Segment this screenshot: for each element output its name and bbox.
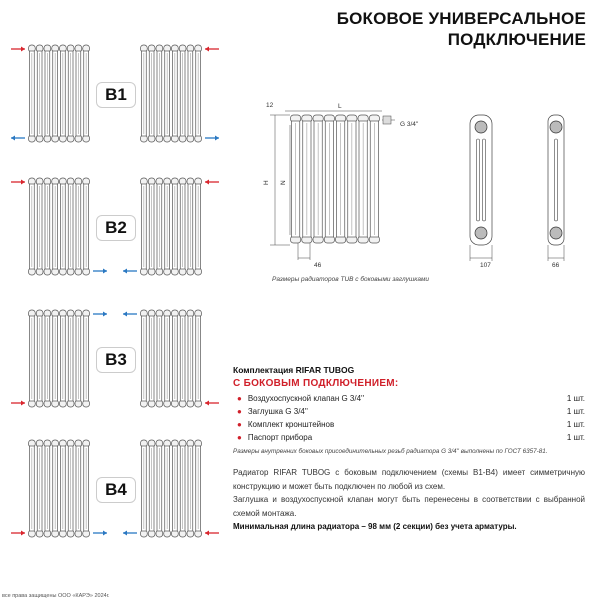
radiator-right xyxy=(141,45,202,142)
kit-section xyxy=(233,365,585,455)
kit-heading: Комплектация RIFAR TUBOG xyxy=(233,365,355,375)
supply-arrow-icon xyxy=(11,401,25,406)
dim-66: 66 xyxy=(552,262,560,269)
supply-arrow-icon xyxy=(205,531,219,536)
bullet-icon: ● xyxy=(237,433,242,442)
dim-thread: G 3/4'' xyxy=(400,121,419,128)
kit-item: ● Комплект кронштейнов 1 шт. xyxy=(237,420,585,429)
kit-item: ● Заглушка G 3/4'' 1 шт. xyxy=(237,407,585,416)
dimension-drawing xyxy=(250,95,590,275)
kit-note: Размеры внутренних боковых присоединительных резьб радиатора G 3/4'' выполнены по ГОСТ 6357-81. xyxy=(233,448,548,455)
kit-item: ● Воздухоспускной клапан G 3/4'' 1 шт. xyxy=(237,394,585,403)
radiator-front-view xyxy=(270,111,395,260)
radiator-right xyxy=(141,178,202,275)
kit-item: ● Паспорт прибора 1 шт. xyxy=(237,433,585,442)
return-arrow-icon xyxy=(123,531,137,536)
radiator-side-view xyxy=(470,115,492,261)
page-title: БОКОВОЕ УНИВЕРСАЛЬНОЕ ПОДКЛЮЧЕНИЕ xyxy=(336,9,586,49)
radiator-left xyxy=(29,178,90,275)
copyright: все права защищены ООО «КАРЭ» 2024г. xyxy=(2,593,110,599)
supply-arrow-icon xyxy=(11,531,25,536)
kit-list xyxy=(233,392,585,444)
bullet-icon: ● xyxy=(237,394,242,403)
radiator-left xyxy=(29,45,90,142)
radiator-right xyxy=(141,310,202,407)
supply-arrow-icon xyxy=(205,180,219,185)
return-arrow-icon xyxy=(93,531,107,536)
dim-107: 107 xyxy=(480,262,491,269)
supply-arrow-icon xyxy=(11,180,25,185)
scheme-b2 xyxy=(0,173,230,283)
return-arrow-icon xyxy=(123,269,137,274)
return-arrow-icon xyxy=(93,269,107,274)
return-arrow-icon xyxy=(93,312,107,317)
scheme-b3 xyxy=(0,305,230,415)
return-arrow-icon xyxy=(123,312,137,317)
dim-12: 12 xyxy=(266,102,274,109)
supply-arrow-icon xyxy=(205,47,219,52)
scheme-label: B2 xyxy=(96,215,136,241)
drawing-caption: Размеры радиаторов TUB с боковыми заглушками xyxy=(272,276,430,283)
supply-arrow-icon xyxy=(205,401,219,406)
description: Радиатор RIFAR TUBOG с боковым подключением (схемы B1-B4) имеет симметричную конструкцию и может быть подключен по любой из схем. Заглушка и воздухоспускной клапан могут быть перенесены в соответствии с выбранной схемой монтажа. Минимальная длина радиатора – 98 мм (2 секции) без учета арматуры. xyxy=(233,468,585,531)
radiator-left xyxy=(29,310,90,407)
scheme-label: B1 xyxy=(96,82,136,108)
dim-H: H xyxy=(263,180,270,185)
return-arrow-icon xyxy=(11,136,25,141)
radiator-left xyxy=(29,440,90,537)
scheme-b4 xyxy=(0,435,230,545)
kit-subheading: С БОКОВЫМ ПОДКЛЮЧЕНИЕМ: xyxy=(233,378,399,389)
dim-L: L xyxy=(338,103,342,110)
radiator-side-view xyxy=(548,115,564,261)
supply-arrow-icon xyxy=(11,47,25,52)
bullet-icon: ● xyxy=(237,420,242,429)
scheme-b1 xyxy=(0,40,230,150)
scheme-label: B4 xyxy=(96,477,136,503)
scheme-label: B3 xyxy=(96,347,136,373)
radiator-right xyxy=(141,440,202,537)
return-arrow-icon xyxy=(205,136,219,141)
bullet-icon: ● xyxy=(237,407,242,416)
dim-46: 46 xyxy=(314,262,322,269)
dim-N: N xyxy=(280,180,287,185)
